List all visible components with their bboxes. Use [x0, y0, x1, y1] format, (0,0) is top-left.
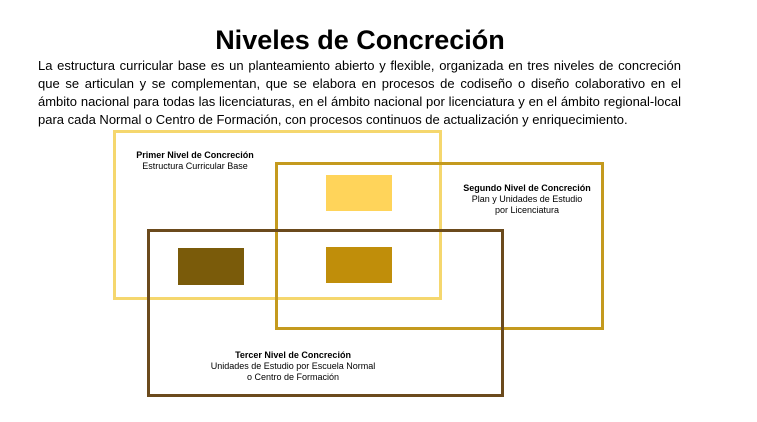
third-level-line-2: o Centro de Formación: [246, 372, 340, 382]
third-level-block: [178, 248, 244, 285]
first-level-line-1: Estructura Curricular Base: [142, 161, 248, 171]
first-level-caption: [125, 150, 265, 172]
page-title: Niveles de Concreción: [215, 25, 505, 55]
second-level-block: [326, 247, 392, 283]
third-level-line-1: Unidades de Estudio por Escuela Normal: [210, 361, 376, 371]
intro-paragraph: La estructura curricular base es un planteamiento abierto y flexible, organizada en tres niveles de concreción que se articulan y se complementan, que se elabora en procesos de codiseño o diseño colaborativo en el ámbito nacional para todas las licenciaturas, en el ámbito nacional por licenciatura y en el ámbito regional-local para cada Normal o Centro de Formación, con procesos continuos de actualización y enriquecimiento.: [38, 58, 681, 127]
second-level-title: Segundo Nivel de Concreción: [463, 183, 591, 193]
first-level-block: [326, 175, 392, 211]
second-level-line-1: Plan y Unidades de Estudio: [471, 194, 583, 204]
second-level-caption: [447, 183, 607, 216]
third-level-caption: [183, 350, 403, 383]
first-level-title: Primer Nivel de Concreción: [136, 150, 254, 160]
third-level-title: Tercer Nivel de Concreción: [235, 350, 351, 360]
second-level-line-2: por Licenciatura: [494, 205, 560, 215]
